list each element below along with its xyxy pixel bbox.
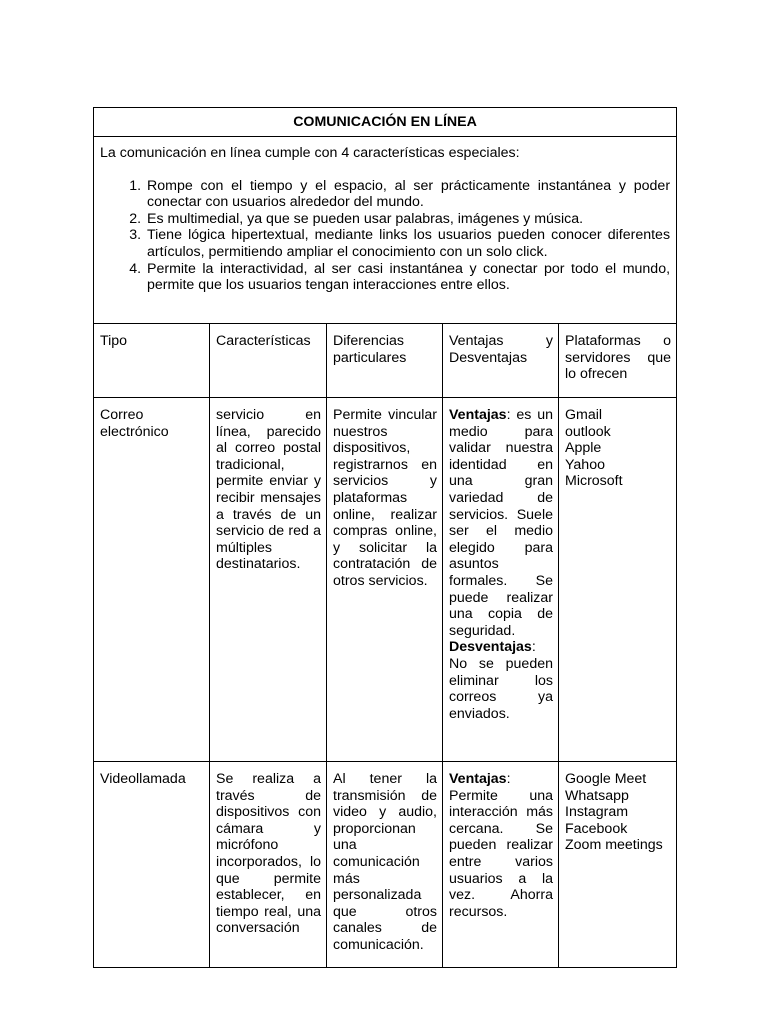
header-caracteristicas: Características [210, 324, 327, 398]
communication-table [93, 107, 677, 968]
cell-diferencias: Permite vincular nuestros dispositivos, registrarnos en servicios y plataformas online, realizar compras online, y solicitar la contratación de otros servicios. [327, 398, 443, 762]
ventajas-label: Ventajas [449, 407, 507, 423]
characteristics-list [100, 178, 670, 294]
intro-section [94, 137, 677, 324]
cell-caracteristicas: servicio en línea, parecido al correo postal tradicional, permite enviar y recibir mensajes a través de un servicio de red a múltiples destinatarios. [210, 398, 327, 762]
cell-caracteristicas: Se realiza a través de dispositivos con cámara y micrófono incorporados, lo que permite establecer, en tiempo real, una conversación [210, 762, 327, 968]
ventajas-text: : Permite una interacción más cercana. Se pueden realizar entre varios usuarios a la vez. Ahorra recursos. [449, 771, 553, 920]
cell-tipo: Correo electrónico [94, 398, 210, 762]
table-row [94, 398, 677, 762]
platform-item: Facebook [565, 820, 628, 837]
table-header-row [94, 324, 677, 398]
platform-item: Instagram [565, 804, 629, 821]
cell-ventajas [443, 762, 559, 968]
cell-tipo: Videollamada [94, 762, 210, 968]
ventajas-text: : es un medio para validar nuestra identidad en una gran variedad de servicios. Suele ser el medio elegido para asuntos formales. Se puede realizar una copia de seguridad. [449, 407, 553, 639]
platform-item: Whatsapp [565, 787, 629, 804]
header-plataformas: Plataformas o servidores que lo ofrecen [559, 324, 677, 398]
platform-item: Gmail [565, 407, 603, 423]
list-item: 4. Permite la interactividad, al ser casi instantánea y conectar por todo el mundo, permite que los usuarios tengan interacciones entre ellos. [145, 261, 670, 294]
list-item: 2. Es multimedial, ya que se pueden usar palabras, imágenes y música. [145, 211, 670, 228]
header-ventajas: Ventajas y Desventajas [443, 324, 559, 398]
platform-item: outlook [565, 423, 611, 440]
table-row [94, 762, 677, 968]
intro-lead: La comunicación en línea cumple con 4 características especiales: [100, 145, 520, 161]
list-item: 1. Rompe con el tiempo y el espacio, al ser prácticamente instantánea y poder conectar con usuarios alrededor del mundo. [145, 178, 670, 211]
platform-item: Zoom meetings [565, 837, 663, 854]
cell-plataformas [559, 398, 677, 762]
desventajas-label: Desventajas [449, 639, 532, 656]
table-title: COMUNICACIÓN EN LÍNEA [94, 108, 677, 137]
cell-ventajas [443, 398, 559, 762]
header-diferencias: Diferencias particulares [327, 324, 443, 398]
desventajas-label-block [449, 639, 553, 722]
desventajas-text: : No se pueden eliminar los correos ya enviados. [449, 639, 553, 722]
list-item: 3. Tiene lógica hipertextual, mediante links los usuarios pueden conocer diferentes artículos, permitiendo ampliar el conocimiento con un solo click. [145, 227, 670, 260]
ventajas-label: Ventajas [449, 771, 507, 787]
platform-item: Microsoft [565, 473, 623, 490]
header-tipo: Tipo [94, 324, 210, 398]
cell-plataformas [559, 762, 677, 968]
platform-item: Apple [565, 440, 602, 457]
platform-item: Yahoo [565, 456, 605, 473]
platform-item: Google Meet [565, 771, 647, 787]
cell-diferencias: Al tener la transmisión de video y audio, proporcionan una comunicación más personalizada que otros canales de comunicación. [327, 762, 443, 968]
